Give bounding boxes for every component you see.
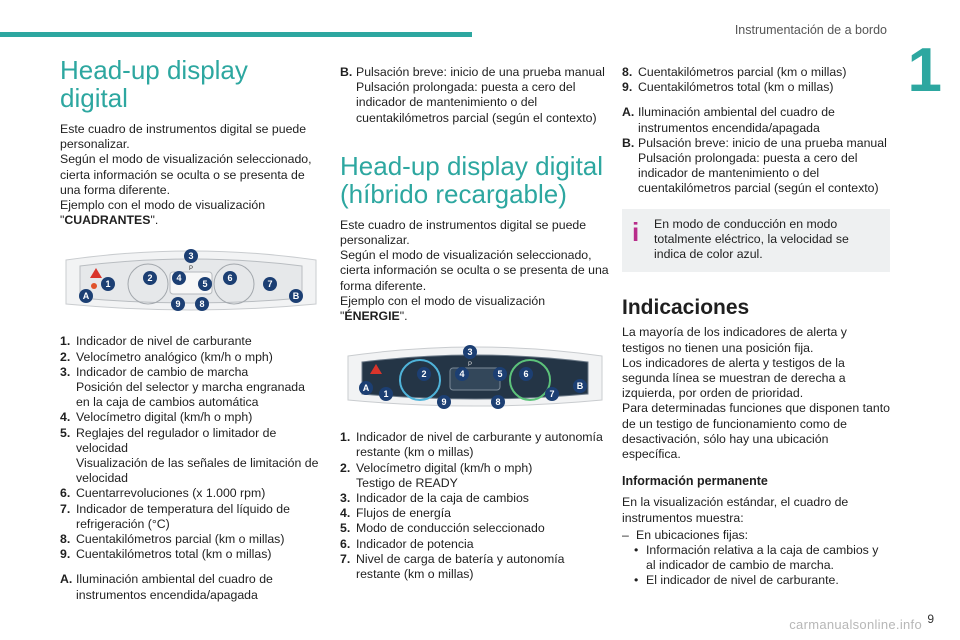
- list-item: 4. Velocímetro digital (km/h o mph): [60, 410, 253, 425]
- list-item: Pulsación prolongada: puesta a cero del indicador de mantenimiento o del cuentakilómetros parcial (según el contexto): [356, 80, 597, 125]
- gear-label: P: [188, 266, 194, 273]
- callout-1: 1: [383, 389, 389, 400]
- list-item: 8. Cuentakilómetros parcial (km o millas): [60, 532, 285, 547]
- instrument-panel-diagram: [340, 334, 610, 416]
- callout-9: 9: [441, 397, 447, 408]
- energy-diagram: [340, 334, 610, 416]
- callout-5: 5: [202, 279, 208, 290]
- callout-6: 6: [227, 273, 233, 284]
- permanent-info-intro: En la visualización estándar, el cuadro de instrumentos muestra:: [622, 495, 849, 525]
- callout-4: 4: [459, 369, 465, 380]
- callout-7: 7: [267, 279, 273, 290]
- list-item: Testigo de READY: [356, 475, 458, 490]
- chapter-number: 1: [907, 36, 942, 105]
- list-item: Visualización de las señales de limitación de velocidad: [76, 456, 319, 486]
- list-item: 2. Velocímetro digital (km/h o mph): [340, 460, 533, 475]
- callout-3: 3: [188, 251, 194, 262]
- header-accent-bar: [0, 32, 472, 37]
- callout-8: 8: [199, 299, 205, 310]
- list-item: Pulsación prolongada: puesta a cero del indicador de mantenimiento o del cuentakilómetros parcial (según el contexto): [638, 151, 879, 196]
- callout-b: B: [292, 291, 300, 302]
- column-2: [340, 65, 610, 582]
- callout-9: 9: [175, 299, 181, 310]
- section-title: Head-up display digital: [60, 55, 248, 113]
- column-3: [622, 65, 890, 589]
- instrument-panel-diagram: [60, 238, 322, 320]
- callout-5: 5: [497, 369, 503, 380]
- info-text: En modo de conducción en modo totalmente eléctrico, la velocidad se indica de color azul.: [654, 216, 849, 262]
- callout-2: 2: [147, 273, 153, 284]
- list-item: 3. Indicador de la caja de cambios: [340, 491, 529, 506]
- list-item: 3. Indicador de cambio de marcha: [60, 364, 249, 379]
- list-item: 6. Indicador de potencia: [340, 536, 474, 551]
- list-item: 6. Cuentarrevoluciones (x 1.000 rpm): [60, 486, 266, 501]
- callout-3: 3: [467, 347, 473, 358]
- column-1: [60, 56, 322, 603]
- intro-paragraph: Este cuadro de instrumentos digital se puede personalizar. Según el modo de visualización seleccionado, cierta información se oculta o se presenta de una forma diferente. Ejemplo con el modo de visualización "CUADRANTES".: [60, 122, 312, 228]
- mode-name: CUADRANTES: [64, 213, 151, 228]
- indicator-icon: [91, 283, 97, 289]
- list-item: 2. Velocímetro analógico (km/h o mph): [60, 349, 273, 364]
- info-box: [622, 209, 890, 273]
- callout-8: 8: [495, 397, 501, 408]
- gear-label: P: [467, 362, 473, 369]
- info-icon: i: [632, 216, 640, 247]
- bullet-item: • Información relativa a la caja de cambios y al indicador de cambio de marcha.: [634, 543, 879, 573]
- intro-paragraph: Este cuadro de instrumentos digital se puede personalizar. Según el modo de visualización seleccionado, cierta información se oculta o se presenta de una forma diferente. Ejemplo con el modo de visualización "ÉNERGIE".: [340, 217, 609, 324]
- callout-1: 1: [105, 279, 111, 290]
- bullet-item: • El indicador de nivel de carburante.: [634, 573, 839, 588]
- list-item: 5. Reglajes del regulador o limitador de velocidad: [60, 425, 277, 455]
- list-item: 5. Modo de conducción seleccionado: [340, 521, 545, 536]
- callout-2: 2: [421, 369, 427, 380]
- callout-7: 7: [549, 389, 555, 400]
- indicaciones-paragraph: La mayoría de los indicadores de alerta y testigos no tienen una posición fija. Los indicadores de alerta y testigos de la segunda línea se muestran de derecha a izquierda, por orden de prioridad. Para determinadas funciones que disponen tanto de un testigo de funcionamiento como de desactivación, sólo hay una ubicación específica.: [622, 325, 890, 462]
- running-title: Instrumentación de a bordo: [734, 23, 887, 37]
- callout-b: B: [576, 381, 584, 392]
- callout-4: 4: [176, 273, 182, 284]
- permanent-info-title: Información permanente: [622, 474, 768, 489]
- list-item: B. Pulsación breve: inicio de una prueba manual: [622, 135, 887, 150]
- list-item: 1. Indicador de nivel de carburante y autonomía restante (km o millas): [340, 430, 603, 460]
- legend-list: [60, 334, 322, 602]
- list-item: A. Iluminación ambiental del cuadro de instrumentos encendida/apagada: [622, 105, 835, 135]
- list-item: – En ubicaciones fijas:: [622, 527, 749, 542]
- indicaciones-title: Indicaciones: [622, 296, 750, 320]
- list-item: Posición del selector y marcha engranada en la caja de cambios automática: [76, 380, 305, 410]
- list-item: 8. Cuentakilómetros parcial (km o millas): [622, 65, 847, 79]
- dials-diagram: [60, 238, 322, 320]
- page-number: 9: [927, 612, 934, 626]
- section-title: Head-up display digital (híbrido recargable): [340, 150, 604, 209]
- watermark: carmanualsonline.info: [789, 617, 922, 632]
- list-item: 7. Nivel de carga de batería y autonomía restante (km o millas): [340, 551, 565, 582]
- list-item: 1. Indicador de nivel de carburante: [60, 334, 252, 349]
- list-item: 9. Cuentakilómetros total (km o millas): [622, 80, 834, 95]
- list-item: 9. Cuentakilómetros total (km o millas): [60, 547, 272, 562]
- list-item: 4. Flujos de energía: [340, 506, 452, 521]
- callout-a: A: [82, 291, 90, 302]
- list-item: B. Pulsación breve: inicio de una prueba manual: [340, 65, 605, 79]
- list-item: 7. Indicador de temperatura del líquido de refrigeración (°C): [60, 501, 290, 531]
- callout-6: 6: [523, 369, 529, 380]
- mode-name: ÉNERGIE: [344, 309, 400, 324]
- legend-list: [340, 430, 610, 582]
- callout-a: A: [362, 383, 370, 394]
- list-item: A. Iluminación ambiental del cuadro de instrumentos encendida/apagada: [60, 572, 273, 602]
